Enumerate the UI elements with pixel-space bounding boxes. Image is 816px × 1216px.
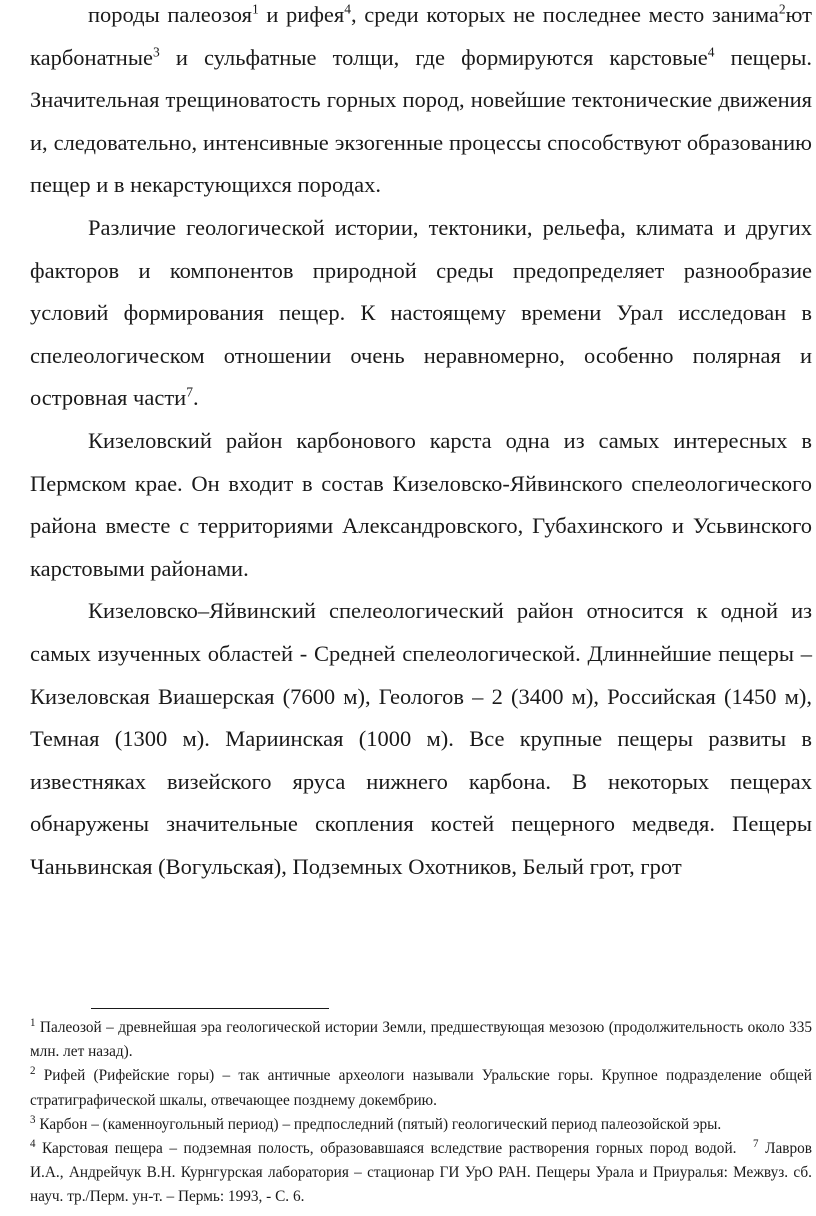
footnote-separator [91, 1008, 329, 1009]
footnote-text: Рифей (Рифейские горы) – так античные археологи называли Уральские горы. Крупное подразделение общей стратиграфической шкалы, отвечающее позднему докембрию. [30, 1067, 812, 1109]
footnote-text: Карстовая пещера – подземная полость, образовавшаяся вследствие растворения горных пород водой. [35, 1140, 737, 1158]
footnote-ref-mark: 2 [778, 1, 786, 17]
text-run: породы палеозоя [88, 2, 252, 27]
text-run: Кизеловский район карбонового карста одна из самых интересных в Пермском крае. Он входит в состав Кизеловско-Яйвинского спелеологического района вместе с территориями Александровского, Губахинского и Усьвинского карстовыми районами. [30, 427, 812, 581]
footnote-reference: Лавров И.А., Андрейчук В.Н. Курнгурская лаборатория – стационар ГИ УрО РАН. Пещеры Урала и Приуралья: Межвуз. сб. науч. тр./Перм. ун-т. – Пермь: 1993, - С. 6. [30, 1140, 813, 1206]
body-text [30, 0, 812, 888]
text-run: Различие геологической истории, тектоники, рельефа, климата и других факторов и компонентов природной среды предопределяет разнообразие условий формирования пещер. К настоящему времени Урал исследован в спелеологическом отношении очень неравномерно, особенно полярная и островная части [30, 214, 812, 411]
footnote-ref-mark: 7 [186, 384, 193, 400]
text-run: . [192, 385, 199, 411]
footnote-mark: 3 [30, 1113, 36, 1126]
footnote [30, 1113, 812, 1137]
footnote-text: Карбон – (каменноугольный период) – предпоследний (пятый) геологический период палеозойской эры. [35, 1115, 722, 1133]
footnote-text: Палеозой – древнейшая эра геологической истории Земли, предшествующая мезозою (продолжительность около 335 млн. лет назад). [30, 1019, 812, 1061]
text-run: и сульфатные толщи, где формируются карстовые [159, 44, 708, 70]
footnote-ref-mark: 4 [344, 1, 352, 17]
text-run: , среди которых не последнее место занима [351, 2, 779, 27]
footnote-mark: 4 [30, 1137, 36, 1150]
paragraph [30, 0, 812, 207]
footnote-mark: 1 [30, 1016, 36, 1029]
footnote-mark: 2 [30, 1065, 36, 1078]
text-run: Кизеловско–Яйвинский спелеологический район относится к одной из самых изученных областей - Средней спелеологической. Длиннейшие пещеры – Кизеловская Виашерская (7600 м), Геологов – 2 (3400 м), Российская (1450 м), Темная (1300 м). Мариинская (1000 м). Все крупные пещеры развиты в известняках визейского яруса нижнего карбона. В некоторых пещерах обнаружены значительные скопления костей пещерного медведя. Пещеры Чаньвинская (Вогульская), Подземных Охотников, Белый грот, грот [30, 598, 812, 879]
text-run: и рифея [258, 2, 345, 27]
paragraph [30, 420, 812, 590]
footnote-ref-mark: 3 [152, 44, 160, 60]
footnote [30, 1016, 812, 1064]
text-run: ют карбонатные [30, 2, 812, 70]
footnote-mark: 7 [753, 1137, 759, 1150]
footnote [30, 1137, 812, 1210]
footnote-ref-mark: 1 [251, 1, 259, 17]
paragraph [30, 207, 812, 420]
footnote-ref-mark: 4 [707, 44, 715, 60]
footnote [30, 1064, 812, 1112]
paragraph [30, 590, 812, 888]
text-run: пещеры. Значительная трещиноватость горных пород, новейшие тектонические движения и, следовательно, интенсивные экзогенные процессы способствуют образованию пещер и в некарстующихся породах. [30, 44, 812, 198]
footnotes [30, 1016, 812, 1210]
